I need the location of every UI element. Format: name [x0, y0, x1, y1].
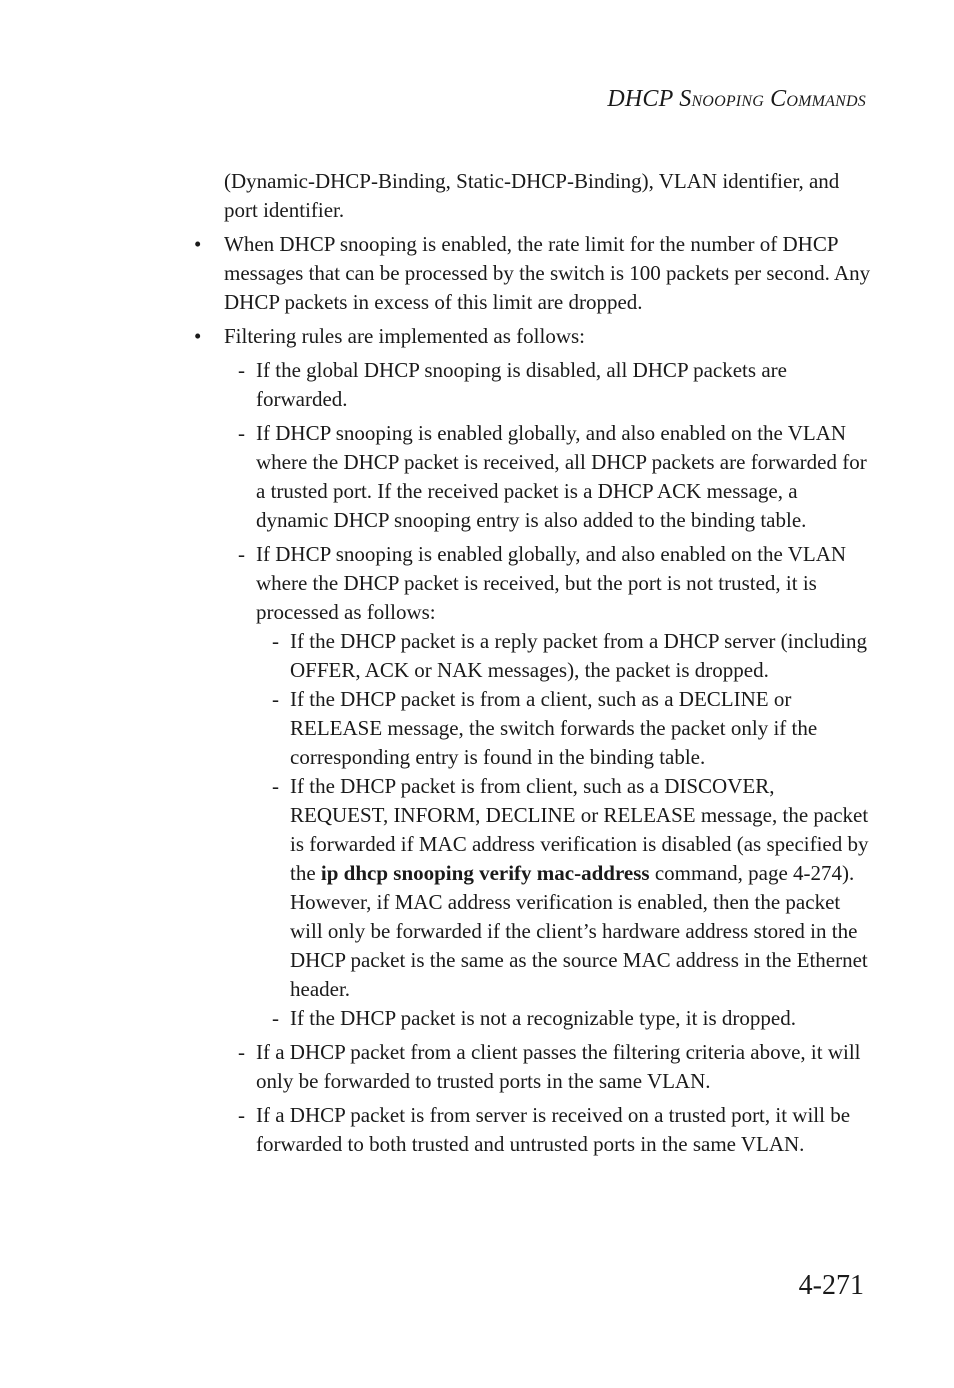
rule-item — [192, 356, 872, 414]
rule-item — [192, 1038, 872, 1096]
text-run: If the DHCP packet is from client, such as a DISCOVER, REQUEST, INFORM, DECLINE or RELEASE message, the packet is forwarded if MAC address verification is disabled (as specified by the — [290, 774, 869, 885]
header-text-part: OMMANDS — [786, 93, 866, 110]
rule-item — [192, 1101, 872, 1159]
bullet-text: When DHCP snooping is enabled, the rate limit for the number of DHCP messages that can be processed by the switch is 100 packets per second. Any DHCP packets in excess of this limit are dropped. — [224, 232, 871, 314]
header-text-part: C — [763, 86, 787, 112]
command-name: ip dhcp snooping verify mac-address — [320, 861, 650, 885]
dash-marker: - — [238, 1040, 245, 1064]
bullet-item — [192, 322, 872, 351]
subrule-item — [192, 685, 872, 772]
rule-text: If DHCP snooping is enabled globally, and also enabled on the VLAN where the DHCP packet is received, but the port is not trusted, it is processed as follows: — [256, 542, 847, 624]
subrule-item — [192, 627, 872, 685]
rule-text: If a DHCP packet is from server is received on a trusted port, it will be forwarded to both trusted and untrusted ports in the same VLAN. — [256, 1103, 851, 1156]
subrule-text: If the DHCP packet is from a client, such as a DECLINE or RELEASE message, the switch forwards the packet only if the corresponding entry is found in the binding table. — [290, 687, 818, 769]
header-text-part: DHCP S — [607, 86, 692, 112]
dash-marker: - — [238, 1103, 245, 1127]
page-body — [192, 167, 872, 1159]
bullet-marker: • — [194, 232, 202, 256]
bullet-marker: • — [194, 324, 202, 348]
subrule-item — [192, 1004, 872, 1033]
dash-marker: - — [272, 774, 279, 798]
dash-marker: - — [272, 629, 279, 653]
dash-marker: - — [272, 687, 279, 711]
dash-marker: - — [238, 421, 245, 445]
subrule-text: If the DHCP packet is a reply packet from a DHCP server (including OFFER, ACK or NAK messages), the packet is dropped. — [290, 629, 867, 682]
rule-text: If a DHCP packet from a client passes the filtering criteria above, it will only be forwarded to trusted ports in the same VLAN. — [256, 1040, 861, 1093]
rule-item — [192, 540, 872, 627]
rule-item — [192, 419, 872, 535]
bullet-item — [192, 230, 872, 317]
continued-paragraph: (Dynamic-DHCP-Binding, Static-DHCP-Binding), VLAN identifier, and port identifier. — [224, 169, 840, 222]
rule-text: If the global DHCP snooping is disabled, all DHCP packets are forwarded. — [256, 358, 787, 411]
rule-text: If DHCP snooping is enabled globally, and also enabled on the VLAN where the DHCP packet is received, all DHCP packets are forwarded for a trusted port. If the received packet is a DHCP ACK message, a dynamic DHCP snooping entry is also added to the binding table. — [256, 421, 867, 532]
dash-marker: - — [238, 358, 245, 382]
subrule-text — [290, 774, 869, 1001]
running-header — [607, 86, 866, 113]
dash-marker: - — [238, 542, 245, 566]
bullet-text: Filtering rules are implemented as follows: — [224, 324, 585, 348]
text-run: command, page 4-274). However, if MAC address verification is enabled, then the packet will only be forwarded if the client’s hardware address stored in the DHCP packet is the same as the source MAC address in the Ethernet header. — [290, 861, 868, 1001]
page-number: 4-271 — [798, 1270, 864, 1301]
dash-marker: - — [272, 1006, 279, 1030]
header-text-part: NOOPING — [691, 93, 764, 110]
subrule-item — [192, 772, 872, 1004]
subrule-text: If the DHCP packet is not a recognizable type, it is dropped. — [290, 1006, 796, 1030]
